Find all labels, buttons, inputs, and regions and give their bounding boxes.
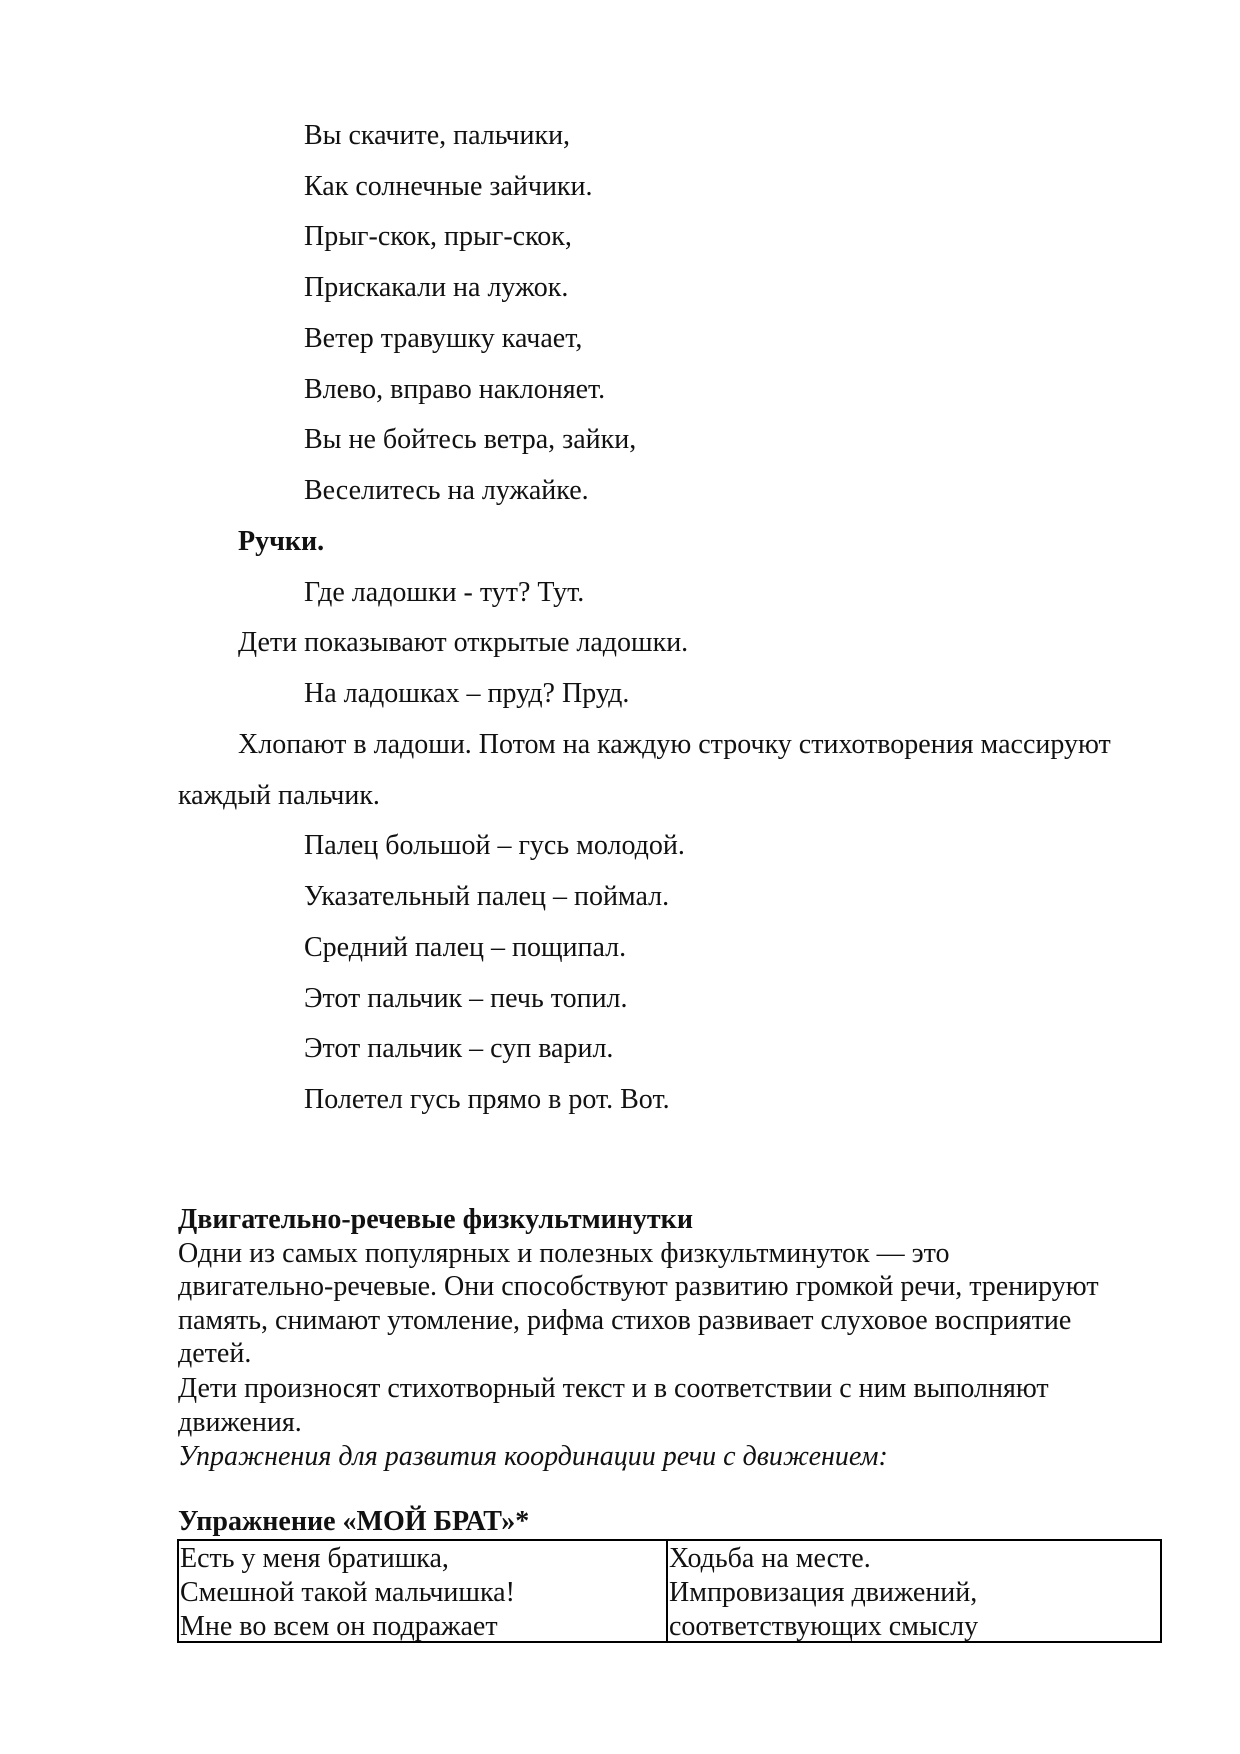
text-column [179,1541,668,1641]
paragraph-line: движения. [178,1407,302,1438]
poem-line: Веселитесь на лужайке. [304,475,589,506]
paragraph-line: детей. [178,1338,252,1369]
poem-line: Где ладошки - тут? Тут. [304,577,585,608]
poem-line: Как солнечные зайчики. [304,171,593,202]
poem-line: Средний палец – пощипал. [304,932,627,963]
table-cell: Есть у меня братишка, [180,1543,449,1574]
poem-line: Палец большой – гусь молодой. [304,830,685,861]
section-title-motor: Двигательно-речевые физкультминутки [178,1204,693,1235]
exercise-title: Упражнение «МОЙ БРАТ»* [178,1506,530,1537]
actions-column [668,1541,1160,1641]
instruction-text: каждый пальчик. [178,780,380,811]
poem-line: Влево, вправо наклоняет. [304,374,606,405]
table-cell: Мне во всем он подражает [180,1611,498,1642]
poem-line: Вы скачите, пальчики, [304,120,571,151]
section-title-hands: Ручки. [238,526,325,557]
poem-line: На ладошках – пруд? Пруд. [304,678,630,709]
poem-line: Полетел гусь прямо в рот. Вот. [304,1084,670,1115]
poem-line: Этот пальчик – печь топил. [304,983,628,1014]
table-cell: Смешной такой мальчишка! [180,1577,515,1608]
poem-line: Прискакали на лужок. [304,272,569,303]
exercise-table [177,1539,1162,1643]
instruction-text: Хлопают в ладоши. Потом на каждую строчку стихотворения массируют [238,729,1111,760]
paragraph-line: Дети произносят стихотворный текст и в соответствии с ним выполняют [178,1373,1049,1404]
paragraph-line: двигательно-речевые. Они способствуют развитию громкой речи, тренируют [178,1271,1099,1302]
poem-line: Указательный палец – поймал. [304,881,670,912]
poem-line: Прыг-скок, прыг-скок, [304,221,572,252]
poem-line: Ветер травушку качает, [304,323,583,354]
table-cell: соответствующих смыслу [669,1611,979,1642]
paragraph-line: память, снимают утомление, рифма стихов развивает слуховое восприятие [178,1305,1072,1336]
paragraph-line: Одни из самых популярных и полезных физкультминуток — это [178,1238,950,1269]
italic-note: Упражнения для развития координации речи с движением: [178,1441,888,1472]
poem-line: Этот пальчик – суп варил. [304,1033,614,1064]
table-cell: Импровизация движений, [669,1577,978,1608]
instruction-text: Дети показывают открытые ладошки. [238,627,689,658]
poem-line: Вы не бойтесь ветра, зайки, [304,424,637,455]
table-cell: Ходьба на месте. [669,1543,871,1574]
